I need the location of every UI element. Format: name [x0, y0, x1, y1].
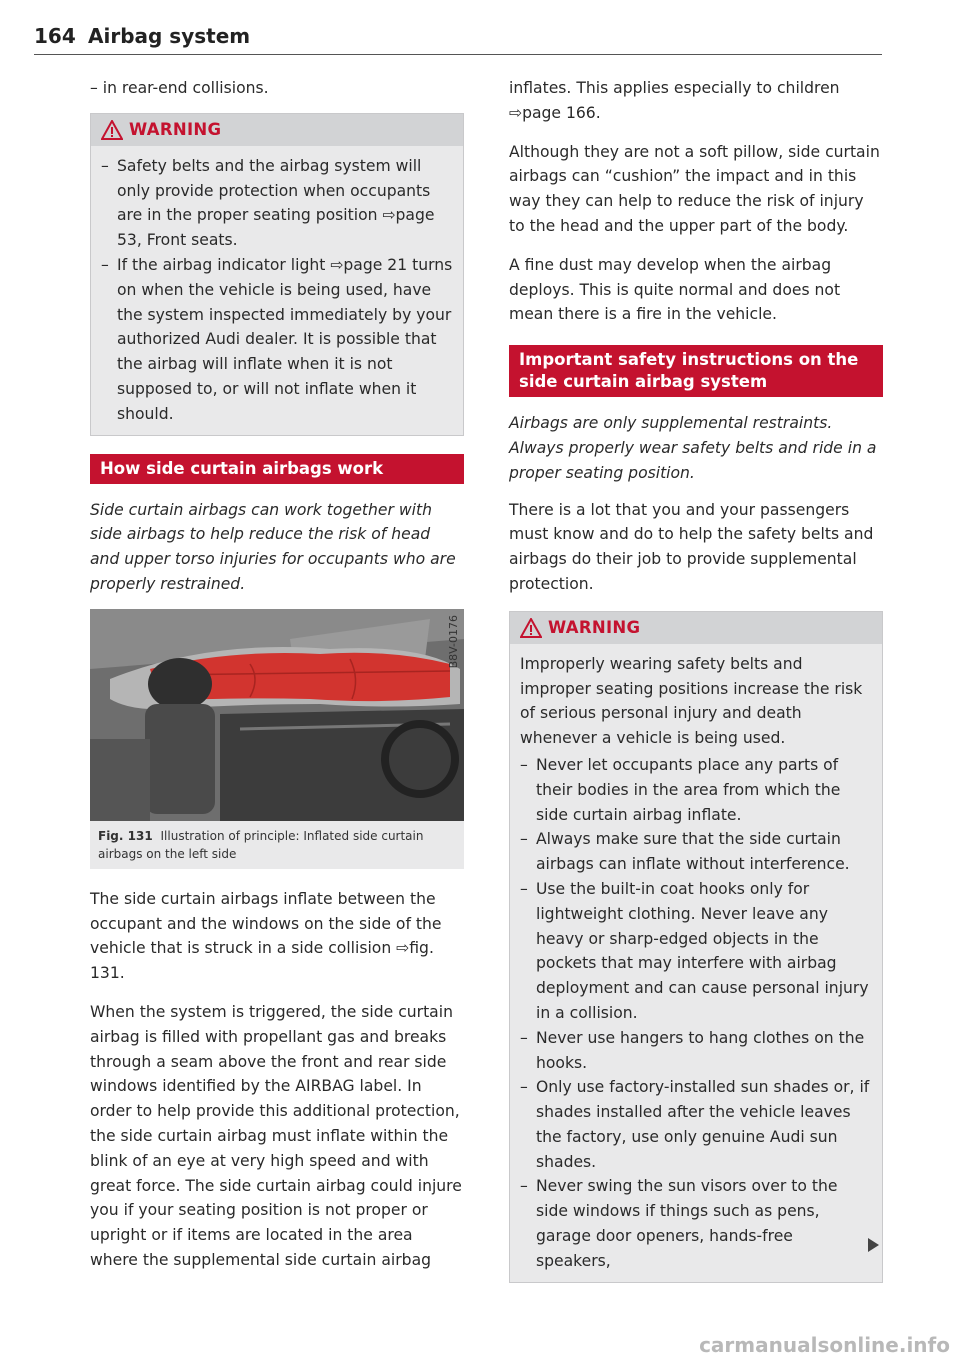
footer-watermark: carmanualsonline.info [699, 1333, 950, 1357]
warning-item: – If the airbag indicator light ⇨page 21 turns on when the vehicle is being used, have the system inspected immediately by your authorized Audi dealer. It is possible that the airbag will inflate when it is not supposed to, or will not inflate when it should. [101, 253, 453, 427]
body-paragraph: Although they are not a soft pillow, side curtain airbags can “cushion” the impact and in this way they can help to reduce the risk of injury to the head and the upper part of the body. [509, 142, 880, 235]
airbag-illustration [90, 609, 464, 821]
warning-triangle-icon [520, 618, 542, 638]
continue-arrow-icon [868, 1238, 879, 1252]
intro-text: – in rear-end collisions. [90, 79, 269, 97]
figure-caption-text: Illustration of principle: Inflated side curtain airbags on the left side [98, 828, 424, 861]
left-column [90, 76, 464, 1287]
warning-header [91, 114, 463, 146]
warning-item: – Always make sure that the side curtain airbags can inflate without interference. [520, 827, 872, 877]
warning-box-right [509, 611, 883, 1283]
section-heading-side-curtain: How side curtain airbags work [90, 454, 464, 484]
figure-side-curtain-airbags [90, 609, 464, 821]
page-header [34, 24, 882, 58]
warning-title: WARNING [129, 120, 222, 140]
warning-intro: Improperly wearing safety belts and improper seating positions increase the risk of serious personal injury and death whenever a vehicle is being used. [520, 654, 863, 748]
section-heading-safety-instructions: Important safety instructions on the side curtain airbag system [509, 345, 883, 397]
lead-text: Airbags are only supplemental restraints. Always properly wear safety belts and ride in a proper seating position. [509, 414, 877, 482]
figure-caption [90, 821, 464, 869]
section-title: Airbag system [88, 24, 251, 48]
body-paragraph: A fine dust may develop when the airbag deploys. This is quite normal and does not mean there is a fire in the vehicle. [509, 255, 841, 324]
warning-item: – Safety belts and the airbag system will only provide protection when occupants are in the proper seating position ⇨page 53, Front seats. [101, 154, 453, 253]
warning-item: – Never swing the sun visors over to the side windows if things such as pens, garage door openers, hands-free speakers, [520, 1174, 872, 1273]
warning-item: – Only use factory-installed sun shades or, if shades installed after the vehicle leaves the factory, use only genuine Audi sun shades. [520, 1075, 872, 1174]
header-rule [34, 54, 882, 55]
warning-item: – Use the built-in coat hooks only for lightweight clothing. Never leave any heavy or sharp-edged objects in the pockets that may interfere with airbag deployment and can cause personal injury in a collision. [520, 877, 872, 1026]
figure-code: B8V-0176 [447, 614, 460, 669]
warning-triangle-icon [101, 120, 123, 140]
body-paragraph: When the system is triggered, the side curtain airbag is filled with propellant gas and breaks through a seam above the front and rear side windows identified by the AIRBAG label. In order to help provide this additional protection, the side curtain airbag must inflate within the blink of an eye at very high speed and with great force. The side curtain airbag could injure you if your seating position is not proper or upright or if items are located in the area where the supplemental side curtain airbag [90, 1002, 462, 1269]
warning-box-left [90, 113, 464, 436]
body-paragraph: inflates. This applies especially to children ⇨page 166. [509, 79, 840, 122]
right-column [509, 76, 883, 1301]
body-paragraph: There is a lot that you and your passengers must know and do to help the safety belts and airbags do their job to provide supplemental protection. [509, 500, 874, 593]
warning-title: WARNING [548, 618, 641, 638]
warning-header [510, 612, 882, 644]
body-paragraph: The side curtain airbags inflate between the occupant and the windows on the side of the vehicle that is struck in a side collision ⇨fig. 131. [90, 889, 442, 983]
page-number: 164 [34, 24, 76, 48]
figure-caption-label: Fig. 131 [98, 828, 153, 843]
warning-item: – Never let occupants place any parts of their bodies in the area from which the side curtain airbag inflate. [520, 753, 872, 827]
warning-item: – Never use hangers to hang clothes on the hooks. [520, 1026, 872, 1076]
lead-text: Side curtain airbags can work together with side airbags to help reduce the risk of head and upper torso injuries for occupants who are properly restrained. [90, 500, 456, 593]
